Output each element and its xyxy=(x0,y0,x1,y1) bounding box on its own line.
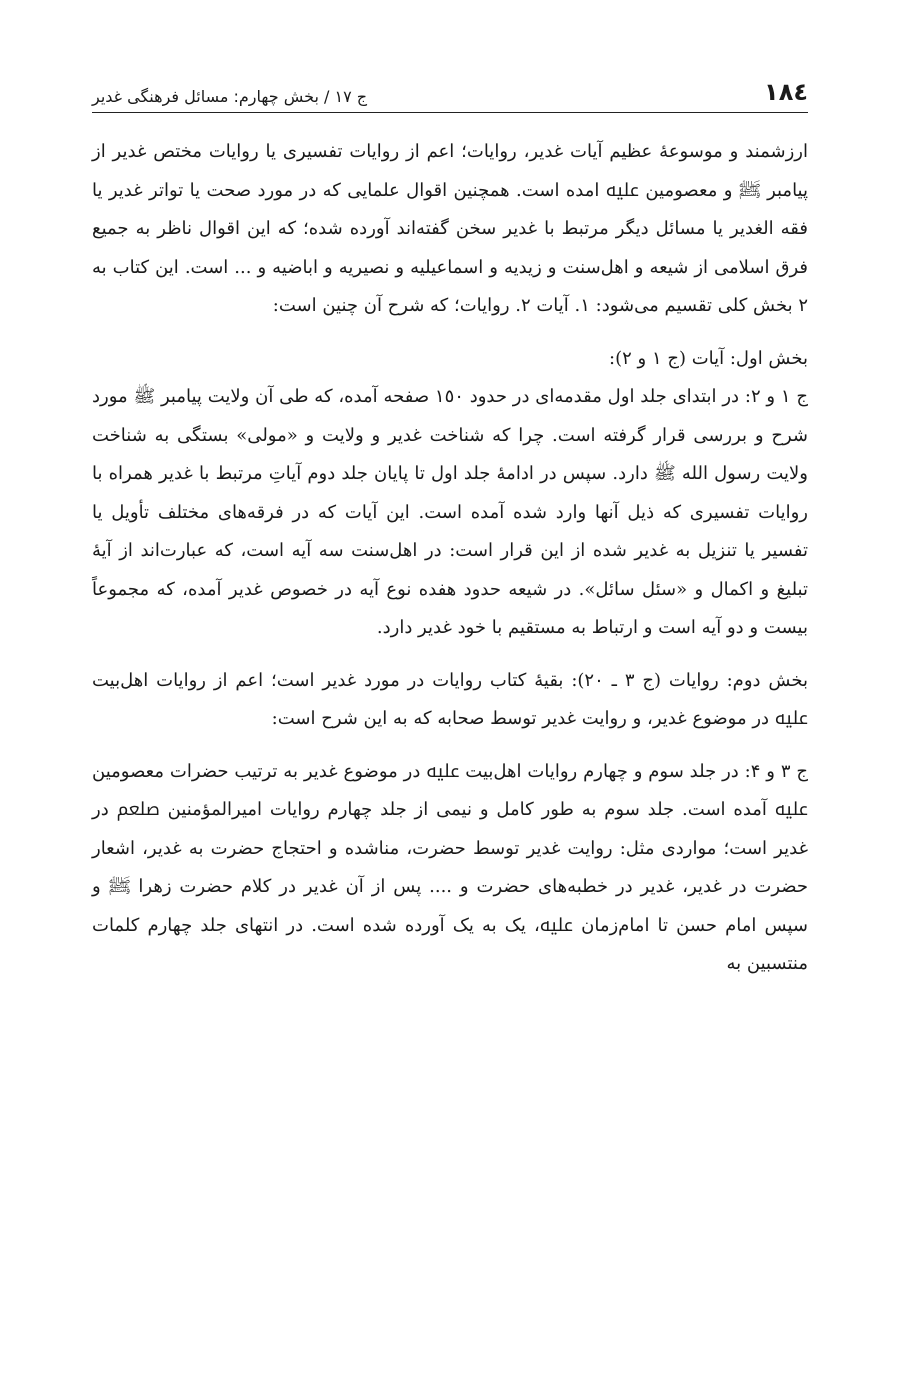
paragraph-volumes-3-4: ج ٣ و ۴: در جلد سوم و چهارم روایات اهل‌بیت ﷷ در موضوع غدیر به ترتیب حضرات معصومین ﷷ آمده است. جلد سوم به طور کامل و نیمی از جلد چهارم روایات امیرالمؤمنین ﷵ در غدیر است؛ مواردی مثل: روایت غدیر توسط حضرت، مناشده و احتجاج حضرت به غدیر، اشعار حضرت در غدیر، غدیر در خطبه‌های حضرت و .... پس از آن غدیر در کلام حضرت زهرا ﷺ و سپس امام حسن تا امام‌زمان ﷷ، یک به یک آورده شده است. در انتهای جلد چهارم کلمات منتسبین به xyxy=(92,760,808,974)
book-page xyxy=(92,70,808,984)
running-head: ج ١٧ / بخش چهارم: مسائل فرهنگی غدیر xyxy=(92,87,368,106)
page-number: ١٨٤ xyxy=(764,78,808,106)
page-header xyxy=(92,70,808,113)
section-heading-part-one: بخش اول: آیات (ج ١ و ٢): xyxy=(609,347,808,369)
section-heading-part-two: بخش دوم: روایات (ج ٣ ـ ٢٠): بقیۀ کتاب روایات در مورد غدیر است؛ اعم از روایات اهل‌بیت ﷷ در موضوع غدیر، و روایت غدیر توسط صحابه که به این شرح است: xyxy=(92,669,808,729)
paragraph-intro: ارزشمند و موسوعۀ عظیم آیات غدیر، روایات؛ اعم از روایات تفسیری یا روایات مختص غدیر از پیامبر ﷺ و معصومین ﷷ امده است. همچنین اقوال علمایی که در مورد صحت یا تواتر غدیر یا فقه الغدیر یا مسائل دیگر مرتبط با غدیر سخن گفته‌اند آورده شده؛ که این اقوال ناظر به جمیع فرق اسلامی از شیعه و اهل‌سنت و زیدیه و اسماعیلیه و نصیریه و اباضیه و ... است. این کتاب به ٢ بخش کلی تقسیم می‌شود: ١. آیات ٢. روایات؛ که شرح آن چنین است: xyxy=(92,141,808,316)
paragraph-volumes-1-2: ج ١ و ٢: در ابتدای جلد اول مقدمه‌ای در حدود ١٥٠ صفحه آمده، که طی آن ولایت پیامبر ﷺ مورد شرح و بررسی قرار گرفته است. چرا که شناخت غدیر و ولایت و «مولی» بستگی به شناخت ولایت رسول الله ﷺ دارد. سپس در ادامۀ جلد اول تا پایان جلد دوم آیاتِ مرتبط با غدیر همراه با روایات تفسیری که ذیل آنها وارد شده آمده است. این آیات که در فرقه‌های مختلف تأویل یا تفسیر یا تنزیل به غدیر شده از این قرار است: در اهل‌سنت سه آیه است، که عبارت‌اند از آیۀ تبلیغ و اکمال و «سئل سائل». در شیعه حدود هفده نوع آیه در خصوص غدیر آمده، که مجموعاً بیست و دو آیه است و ارتباط به مستقیم با خود غدیر دارد. xyxy=(92,386,808,638)
page-body xyxy=(92,133,808,984)
